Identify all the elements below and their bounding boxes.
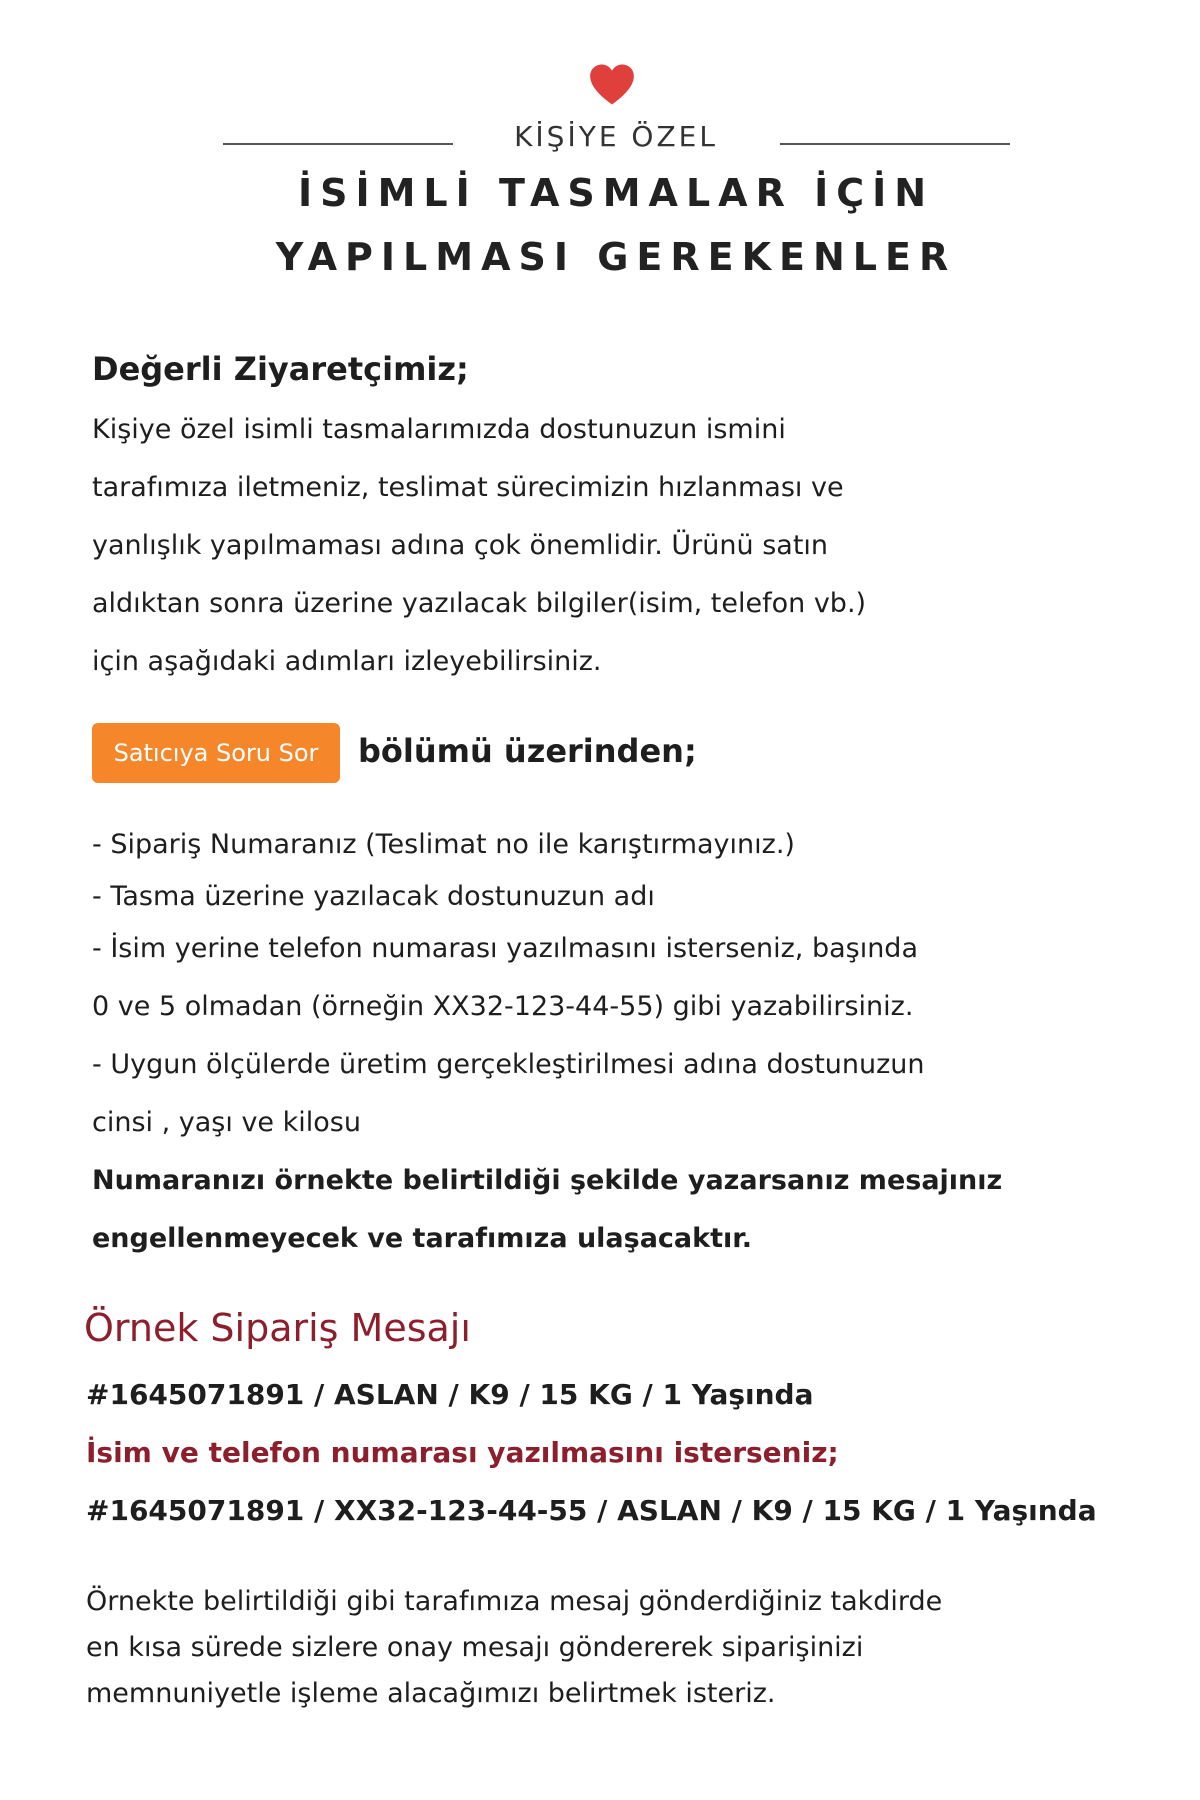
step-item: - İsim yerine telefon numarası yazılmasını isterseniz, başında xyxy=(92,933,918,964)
closing-line: Örnekte belirtildiği gibi tarafımıza mesaj gönderdiğiniz takdirde xyxy=(86,1586,943,1617)
page-title-line2: YAPILMASI GEREKENLER xyxy=(275,235,957,279)
example-message-phone: #1645071891 / XX32-123-44-55 / ASLAN / K9 / 15 KG / 1 Yaşında xyxy=(86,1494,1097,1527)
phone-note: İsim ve telefon numarası yazılmasını isterseniz; xyxy=(86,1436,839,1469)
intro-line: yanlışlık yapılmaması adına çok önemlidir. Ürünü satın xyxy=(92,530,829,561)
step-item: - Sipariş Numaranız (Teslimat no ile karıştırmayınız.) xyxy=(92,829,795,860)
step-item: 0 ve 5 olmadan (örneğin XX32-123-44-55) gibi yazabilirsiniz. xyxy=(92,991,914,1022)
ask-seller-button[interactable]: Satıcıya Soru Sor xyxy=(92,723,340,783)
heart-icon xyxy=(587,62,637,106)
example-message: #1645071891 / ASLAN / K9 / 15 KG / 1 Yaşında xyxy=(86,1378,814,1411)
intro-line: aldıktan sonra üzerine yazılacak bilgiler(isim, telefon vb.) xyxy=(92,588,867,619)
intro-line: için aşağıdaki adımları izleyebilirsiniz. xyxy=(92,646,602,677)
after-button-text: bölümü üzerinden; xyxy=(358,732,697,770)
divider-right xyxy=(780,143,1010,145)
closing-line: memnuniyetle işleme alacağımızı belirtmek isteriz. xyxy=(86,1678,776,1709)
step-item: - Tasma üzerine yazılacak dostunuzun adı xyxy=(92,881,655,912)
greeting: Değerli Ziyaretçimiz; xyxy=(92,350,469,388)
warning-line: engellenmeyecek ve tarafımıza ulaşacaktır. xyxy=(92,1223,752,1254)
example-title: Örnek Sipariş Mesajı xyxy=(84,1306,471,1350)
warning-line: Numaranızı örnekte belirtildiği şekilde yazarsanız mesajınız xyxy=(92,1165,1003,1196)
step-item: - Uygun ölçülerde üretim gerçekleştirilmesi adına dostunuzun xyxy=(92,1049,925,1080)
intro-line: Kişiye özel isimli tasmalarımızda dostunuzun ismini xyxy=(92,414,786,445)
intro-line: tarafımıza iletmeniz, teslimat sürecimizin hızlanması ve xyxy=(92,472,844,503)
closing-line: en kısa sürede sizlere onay mesajı göndererek siparişinizi xyxy=(86,1632,864,1663)
subtitle: KİŞİYE ÖZEL xyxy=(514,120,718,153)
page-title-line1: İSİMLİ TASMALAR İÇİN xyxy=(297,171,935,215)
step-item: cinsi , yaşı ve kilosu xyxy=(92,1107,361,1138)
